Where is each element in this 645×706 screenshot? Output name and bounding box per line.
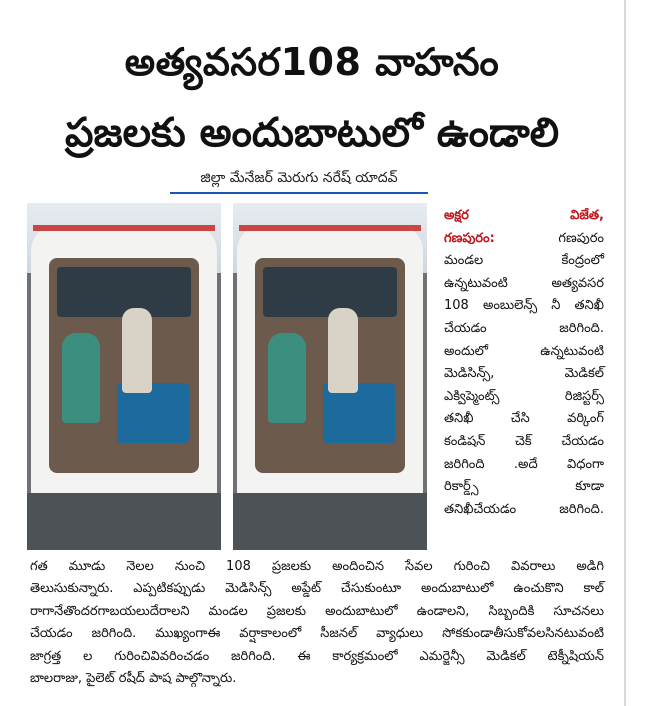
sidebar-line: ఎక్విప్మెంట్స్ రిజిస్టర్స్ — [444, 388, 604, 404]
sidebar-line: మండల కేంద్రంలో — [444, 253, 604, 269]
sidebar-line: ఉన్నటువంటి అత్యవసర — [444, 275, 604, 291]
body-line: జాగ్రత్త ల గురించివివరించడం జరిగింది. ఈ కార్యక్రమంలో ఎమర్జెన్సీ మెడికల్ టెక్నీషియన్ — [30, 648, 604, 664]
sidebar-line: తనిఖీచేయడం జరిగింది. — [444, 501, 604, 517]
dateline-place: గణపురం: — [444, 230, 495, 246]
sidebar-line: అందులో ఉన్నటువంటి — [444, 343, 604, 359]
sidebar-line: రికార్డ్స్ కూడా — [444, 479, 604, 495]
dateline-line-1: అక్షర విజేత, — [444, 208, 604, 223]
byline: జిల్లా మేనేజర్ మెరుగు నరేష్ యాదవ్ — [170, 170, 428, 194]
ambulance-photo-left — [27, 203, 221, 550]
sidebar-line: చేయడం జరిగింది. — [444, 320, 604, 336]
body-line: తెలుసుకున్నారు. ఎప్పటికప్పుడు మెడిసిన్స్ అప్డేట్ చేసుకుంటూ అందుబాటులో ఉంచుకొని కాల్ — [30, 581, 604, 597]
body-line: బాలరాజు, పైలెట్ రషీద్ పాష పాల్గొన్నారు. — [30, 671, 237, 687]
photo-pair — [27, 203, 427, 550]
headline-line-2: ప్రజలకు అందుబాటులో ఉండాలి — [64, 110, 560, 156]
sidebar-line: తనిఖీ చేసి వర్కింగ్ — [444, 411, 604, 427]
body-text — [30, 556, 604, 690]
body-line: గత మూడు నెలల నుంచి 108 ప్రజలకు అందించిన సేవల గురించి వివరాలు అడిగి — [30, 559, 604, 574]
page-edge — [624, 0, 626, 706]
sidebar-line: కండిషన్ చెక్ చేయడం — [444, 433, 604, 449]
sidebar-line: మెడిసిన్స్, మెడికల్ — [444, 366, 604, 382]
sidebar-line: 108 అంబులెన్స్ నీ తనిఖీ — [444, 298, 604, 314]
body-line: రాగానేతొందరగాబయలుదేరాలని మండల ప్రజలకు అందుబాటులో ఉండాలని, సిబ్బందికి సూచనలు — [30, 603, 604, 619]
headline-line-1: అత్యవసర108 వాహనం — [124, 40, 500, 84]
body-line: చేయడం జరిగింది. ముఖ్యంగాఈ వర్షాకాలంలో సీజనల్ వ్యాధులు సోకకుండాతీసుకోవలసినటువంటి — [30, 626, 604, 642]
sidebar-line: జరిగింది .అదే విధంగా — [444, 456, 604, 472]
ambulance-photo-right — [233, 203, 427, 550]
sidebar-article — [444, 205, 604, 521]
dateline-line-2: గణపురం: గణపురం — [444, 230, 604, 246]
